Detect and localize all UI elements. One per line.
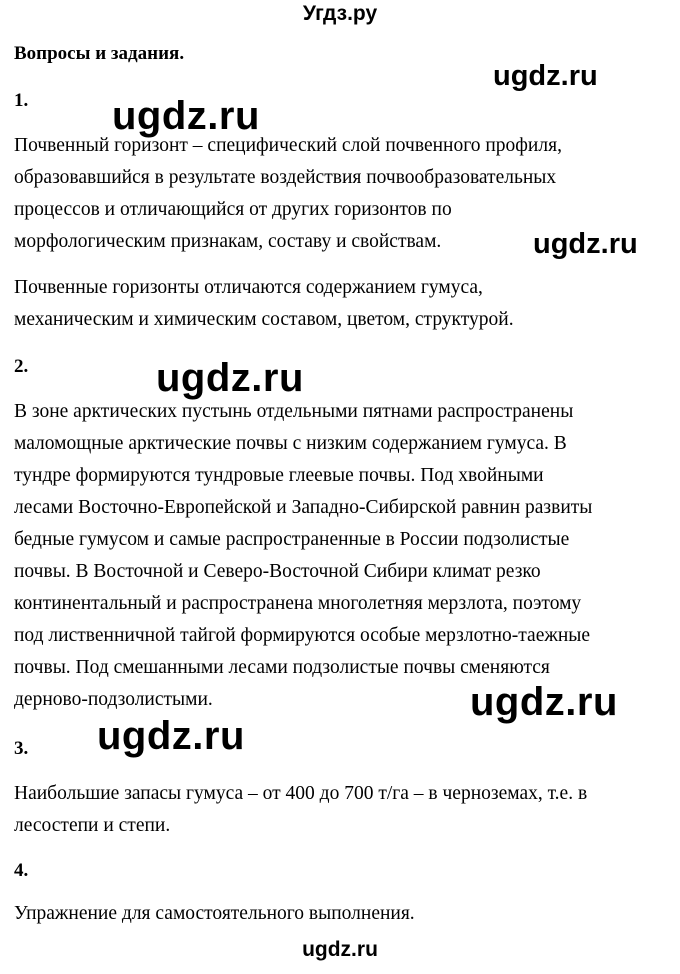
question-number-3: 3.	[14, 738, 29, 759]
text-line: почвы. В Восточной и Северо-Восточной Сибири климат резко	[14, 561, 541, 582]
question-number-1: 1.	[14, 90, 29, 111]
site-header-title: Угдз.ру	[302, 2, 378, 25]
text-line: бедные гумусом и самые распространенные в России подзолистые	[14, 529, 570, 550]
text-line: процессов и отличающийся от других горизонтов по	[14, 199, 452, 220]
answer-3-paragraph-1	[14, 778, 674, 842]
watermark: ugdz.ru	[97, 714, 245, 758]
question-number-4: 4.	[14, 860, 29, 881]
watermark: ugdz.ru	[156, 356, 304, 400]
text-line: механическим и химическим составом, цветом, структурой.	[14, 309, 514, 330]
text-line: морфологическим признакам, составу и свойствам.	[14, 231, 442, 252]
text-line: маломощные арктические почвы с низким содержанием гумуса. В	[14, 433, 567, 454]
answer-2-paragraph-1	[14, 396, 674, 716]
text-line: В зоне арктических пустынь отдельными пятнами распространены	[14, 401, 574, 422]
watermark: ugdz.ru	[112, 94, 260, 138]
watermark: ugdz.ru	[470, 680, 618, 724]
text-line: Упражнение для самостоятельного выполнения.	[14, 903, 415, 924]
text-line: Наибольшие запасы гумуса – от 400 до 700 т/га – в черноземах, т.е. в	[14, 783, 588, 804]
watermark: ugdz.ru	[493, 60, 598, 92]
text-line: тундре формируются тундровые глеевые почвы. Под хвойными	[14, 465, 544, 486]
text-line: Почвенные горизонты отличаются содержанием гумуса,	[14, 277, 483, 298]
text-line: континентальный и распространена многолетняя мерзлота, поэтому	[14, 593, 582, 614]
text-line: образовавшийся в результате воздействия почвообразовательных	[14, 167, 557, 188]
site-footer-name: ugdz.ru	[302, 938, 378, 961]
question-number-2: 2.	[14, 356, 29, 377]
watermark: ugdz.ru	[533, 228, 638, 260]
text-line: под лиственничной тайгой формируются особые мерзлотно-таежные	[14, 625, 591, 646]
text-line: Почвенный горизонт – специфический слой почвенного профиля,	[14, 135, 562, 156]
text-line: почвы. Под смешанными лесами подзолистые почвы сменяются	[14, 657, 550, 678]
text-line: лесами Восточно-Европейской и Западно-Сибирской равнин развиты	[14, 497, 593, 518]
text-line: дерново-подзолистыми.	[14, 689, 213, 710]
answer-1-paragraph-2	[14, 272, 674, 336]
section-heading: Вопросы и задания.	[14, 43, 185, 64]
answer-4-paragraph-1	[14, 898, 674, 930]
text-line: лесостепи и степи.	[14, 815, 171, 836]
